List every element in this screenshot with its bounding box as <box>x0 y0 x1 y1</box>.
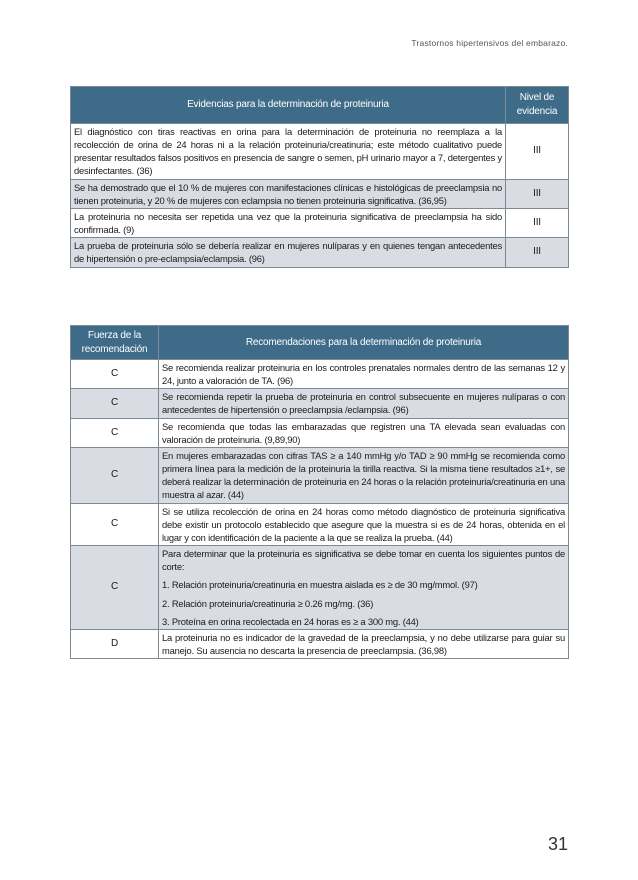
evidence-column-header: Evidencias para la determinación de proteinuria <box>71 87 506 124</box>
recommendation-text: En mujeres embarazadas con cifras TAS ≥ a 140 mmHg y/o TAD ≥ 90 mmHg se recomienda como primera línea para la medición de la proteinuria la tirilla reactiva. Si la misma tiene resultados ≥1+, se deberá realizar la determinación de proteinuria en 24 horas o la relación proteinuria/creatinuria en una muestra al azar. (44) <box>159 447 569 503</box>
evidence-text: La prueba de proteinuria sólo se debería realizar en mujeres nulíparas y en quienes tengan antecedentes de hipertensión o pre-eclampsia/eclampsia. (96) <box>71 238 506 267</box>
recommendation-column-header: Recomendaciones para la determinación de proteinuria <box>159 326 569 360</box>
criteria-item: 1. Relación proteinuria/creatinuria en muestra aislada es ≥ de 30 mg/mmol. (97) <box>162 579 478 591</box>
recommendation-row <box>71 629 569 658</box>
recommendation-grade: C <box>71 418 159 447</box>
evidence-row <box>71 124 569 180</box>
recommendation-grade: C <box>71 447 159 503</box>
evidence-level: III <box>506 238 569 267</box>
recommendation-row <box>71 360 569 389</box>
recommendation-text: La proteinuria no es indicador de la gravedad de la preeclampsia, y no debe utilizarse para guiar su manejo. Su ausencia no descarta la presencia de preeclampsia. (36,98) <box>159 629 569 658</box>
criteria-intro: Para determinar que la proteinuria es significativa se debe tomar en cuenta los siguientes puntos de corte: <box>162 548 565 573</box>
strength-column-header: Fuerza de la recomendación <box>71 326 159 360</box>
running-header: Trastornos hipertensivos del embarazo. <box>411 38 568 48</box>
recommendation-text: Se recomienda repetir la prueba de proteinuria en control subsecuente en mujeres nulíparas o con antecedentes de hipertensión o preeclampsia /eclampsia. (96) <box>159 389 569 418</box>
recommendation-grade: D <box>71 629 159 658</box>
recommendation-grade: C <box>71 360 159 389</box>
criteria-item: 3. Proteína en orina recolectada en 24 horas es ≥ a 300 mg. (44) <box>162 615 419 627</box>
recommendation-row <box>71 389 569 418</box>
evidence-row <box>71 208 569 237</box>
evidence-level: III <box>506 124 569 180</box>
recommendation-text: Si se utiliza recolección de orina en 24 horas como método diagnóstico de proteinuria significativa debe existir un protocolo establecido que asegure que la muestra si es de 24 horas, obtenida en el lugar y con identificación de la paciente a la que se realiza la prueba. (44) <box>159 503 569 545</box>
recommendation-row <box>71 503 569 545</box>
evidence-level: III <box>506 179 569 208</box>
recommendation-text: Se recomienda realizar proteinuria en los controles prenatales normales dentro de las semanas 12 y 24, junto a valoración de TA. (96) <box>159 360 569 389</box>
recommendation-row-criteria <box>71 546 569 630</box>
page-number: 31 <box>547 834 568 854</box>
criteria-cell <box>159 546 569 630</box>
evidence-text: La proteinuria no necesita ser repetida una vez que la proteinuria significativa de preeclampsia ha sido confirmada. (9) <box>71 208 506 237</box>
criteria-item: 2. Relación proteinuria/creatinuria ≥ 0.26 mg/mg. (36) <box>162 597 374 609</box>
recommendation-row <box>71 447 569 503</box>
level-column-header: Nivel de evidencia <box>506 87 569 124</box>
evidence-text: Se ha demostrado que el 10 % de mujeres con manifestaciones clínicas e histológicas de preeclampsia no tienen proteinuria, y 20 % de mujeres con eclampsia no tienen proteinuria significativa. (36,95) <box>71 179 506 208</box>
evidence-table-header <box>71 87 569 124</box>
recommendation-grade: C <box>71 503 159 545</box>
recommendation-table-header <box>71 326 569 360</box>
evidence-row <box>71 179 569 208</box>
recommendation-row <box>71 418 569 447</box>
evidence-row <box>71 238 569 267</box>
recommendation-grade: C <box>71 546 159 630</box>
recommendation-text: Se recomienda que todas las embarazadas que registren una TA elevada sean evaluadas con valoración de proteinuria. (9,89,90) <box>159 418 569 447</box>
recommendation-grade: C <box>71 389 159 418</box>
recommendation-table <box>70 325 569 659</box>
evidence-text: El diagnóstico con tiras reactivas en orina para la determinación de proteinuria no reemplaza a la recolección de orina de 24 horas ni a la relación proteinuria/creatinuria; este método cualitativo puede presentar resultados falsos positivos en presencia de sangre o semen, pH urinario mayor a 7, detergentes y desinfectantes. (36) <box>71 124 506 180</box>
evidence-table <box>70 86 569 268</box>
evidence-level: III <box>506 208 569 237</box>
